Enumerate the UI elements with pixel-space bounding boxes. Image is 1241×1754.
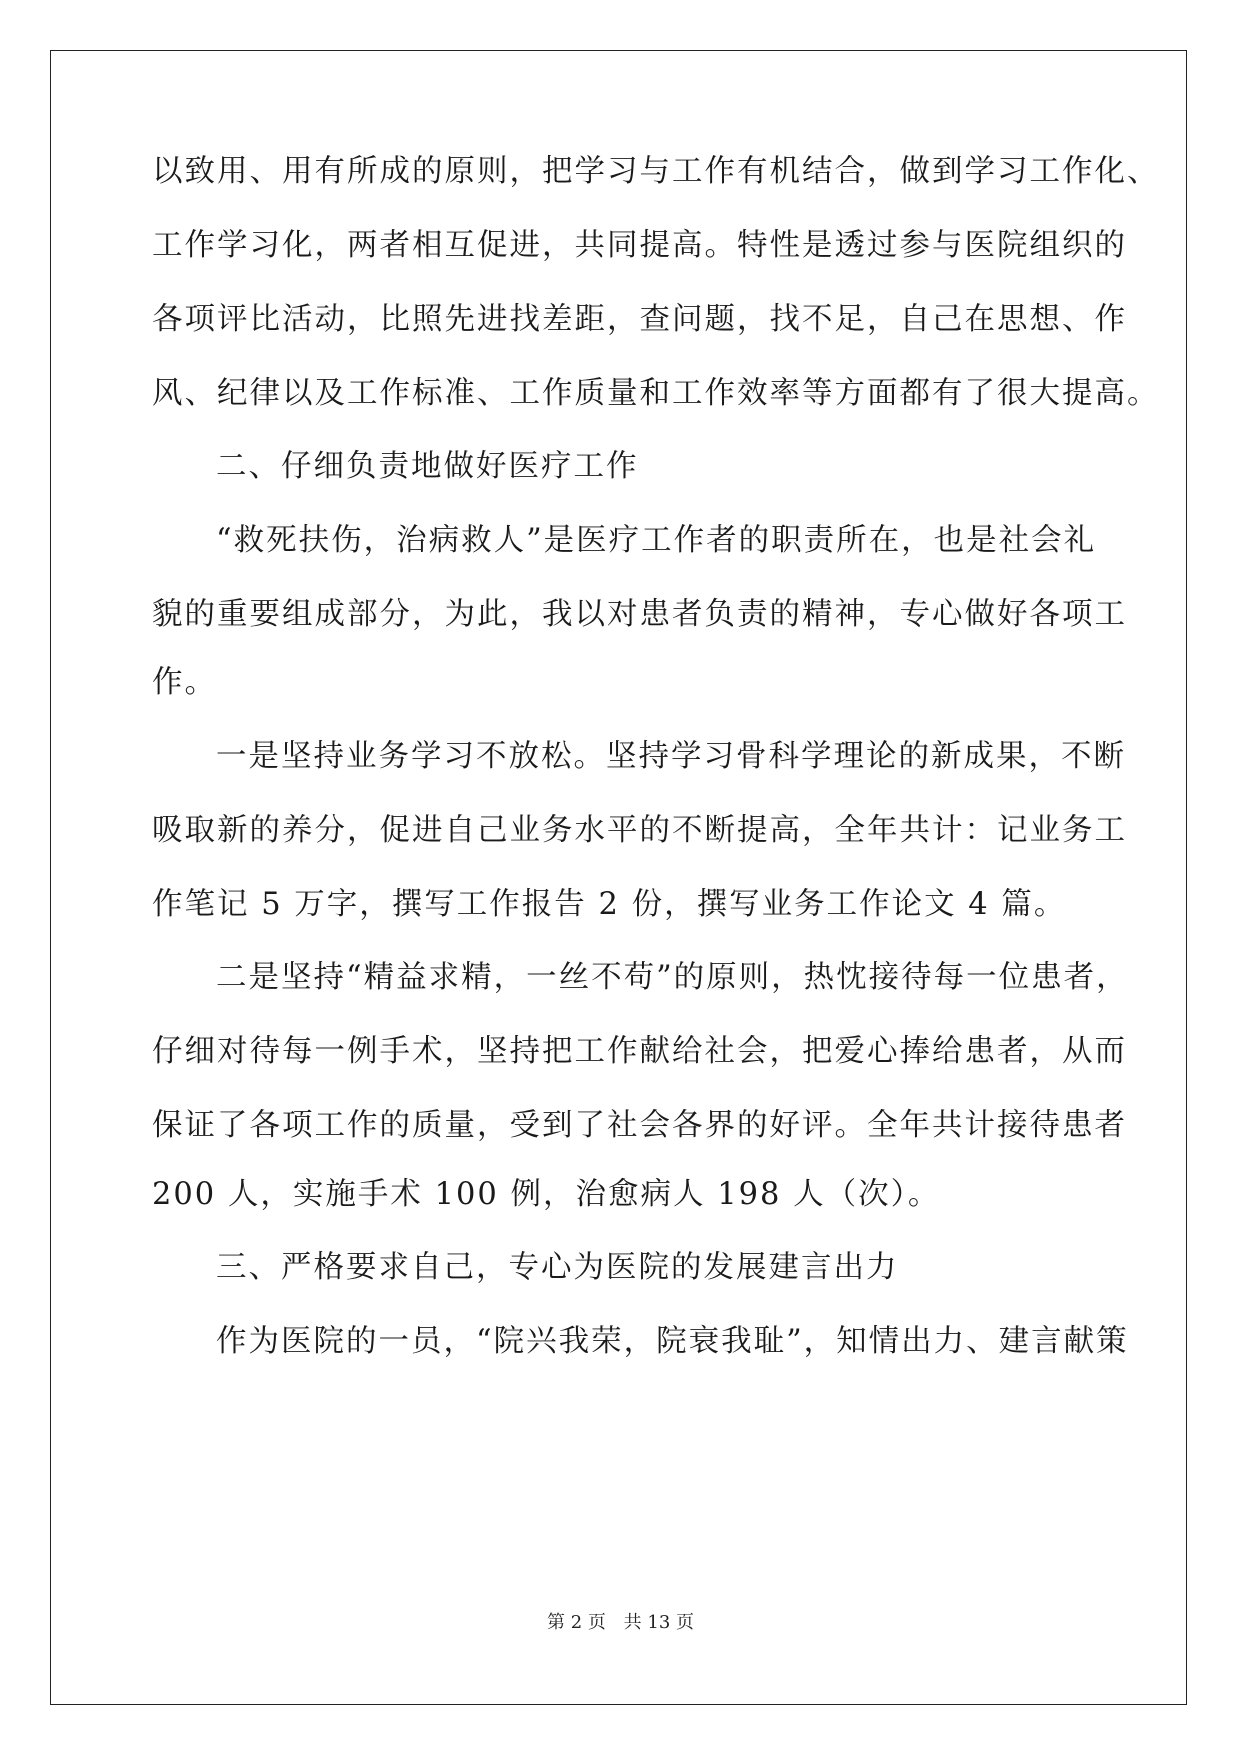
section-heading: 三、严格要求自己，专心为医院的发展建言出力	[216, 1250, 899, 1285]
paragraph-line: 二是坚持“精益求精，一丝不苟”的原则，热忱接待每一位患者，	[216, 960, 1129, 995]
paragraph-line: 各项评比活动，比照先进找差距，查问题，找不足，自己在思想、作	[152, 302, 1127, 337]
paragraph-line: 作笔记 5 万字，撰写工作报告 2 份，撰写业务工作论文 4 篇。	[152, 887, 1067, 922]
paragraph-line: 风、纪律以及工作标准、工作质量和工作效率等方面都有了很大提高。	[152, 376, 1160, 411]
paragraph-line: 工作学习化，两者相互促进，共同提高。特性是透过参与医院组织的	[152, 228, 1127, 263]
paragraph-line: 作为医院的一员，“院兴我荣，院衰我耻”，知情出力、建言献策	[216, 1324, 1129, 1359]
page-number: 第 2 页	[547, 1612, 606, 1633]
page-total: 共 13 页	[623, 1612, 694, 1633]
paragraph-line: 一是坚持业务学习不放松。坚持学习骨科学理论的新成果，不断	[216, 739, 1126, 774]
paragraph-line: “救死扶伤，治病救人”是医疗工作者的职责所在，也是社会礼	[216, 523, 1097, 558]
paragraph-line: 仔细对待每一例手术，坚持把工作献给社会，把爱心捧给患者，从而	[152, 1034, 1127, 1069]
paragraph-line: 吸取新的养分，促进自己业务水平的不断提高，全年共计：记业务工	[152, 813, 1127, 848]
paragraph-line: 保证了各项工作的质量，受到了社会各界的好评。全年共计接待患者	[152, 1108, 1127, 1143]
paragraph-line: 以致用、用有所成的原则，把学习与工作有机结合，做到学习工作化、	[152, 154, 1160, 189]
paragraph-line: 200 人，实施手术 100 例，治愈病人 198 人（次）。	[152, 1177, 941, 1212]
section-heading: 二、仔细负责地做好医疗工作	[216, 449, 639, 484]
paragraph-line: 作。	[152, 665, 217, 700]
page-footer	[0, 1608, 1241, 1634]
paragraph-line: 貌的重要组成部分，为此，我以对患者负责的精神，专心做好各项工	[152, 597, 1127, 632]
